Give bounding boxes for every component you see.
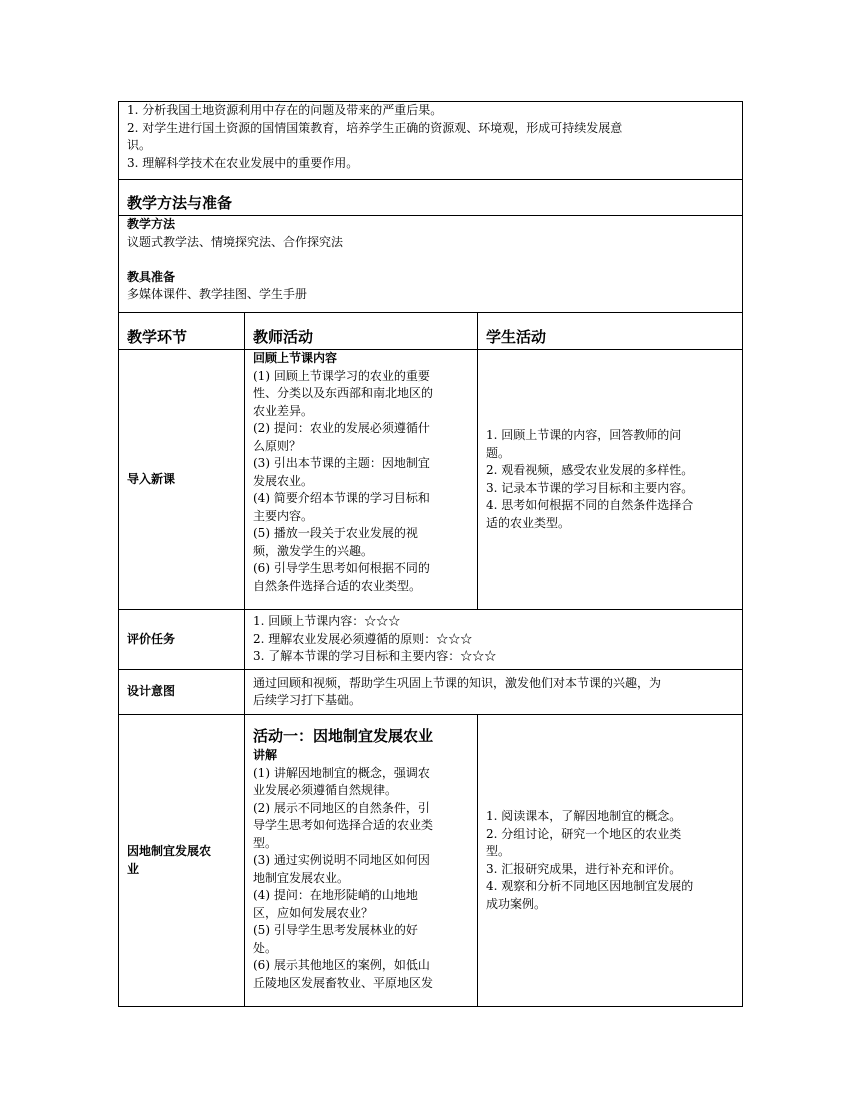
student-line: 1. 阅读课本，了解因地制宜的概念。	[486, 809, 682, 823]
teacher-line: 处。	[253, 940, 278, 955]
teacher-line: (1) 回顾上节课学习的农业的重要	[253, 368, 430, 383]
evaluation-line: 1. 回顾上节课内容：☆☆☆	[253, 614, 401, 629]
student-line: 成功案例。	[486, 896, 547, 911]
design-label: 设计意图	[119, 670, 245, 715]
student-line: 3. 记录本节课的学习目标和主要内容。	[486, 480, 694, 495]
teacher-line: 导学生思考如何选择合适的农业类	[253, 818, 434, 832]
teacher-line: 地制宜发展农业。	[253, 870, 350, 885]
teacher-line: 农业差异。	[253, 403, 314, 418]
objective-line: 2. 对学生进行国土资源的国情国策教育，培养学生正确的资源观、环境观，形成可持续发展意	[127, 120, 623, 135]
student-line: 适的农业类型。	[486, 515, 571, 530]
intro-stage: 导入新课	[119, 350, 245, 610]
student-line: 4. 观察和分析不同地区因地制宜发展的	[486, 879, 694, 893]
teacher-line: (5) 播放一段关于农业发展的视	[253, 526, 418, 540]
activity-student-cell	[478, 715, 743, 1007]
activity-row	[119, 715, 743, 1007]
design-line: 通过回顾和视频，帮助学生巩固上节课的知识，激发他们对本节课的兴趣，为	[253, 675, 662, 690]
methods-title-row	[119, 180, 743, 216]
student-line: 4. 思考如何根据不同的自然条件选择合	[486, 498, 694, 512]
activity-teacher-heading: 讲解	[253, 748, 278, 762]
objective-line: 3. 理解科学技术在农业发展中的重要作用。	[127, 155, 359, 170]
objectives-cell	[119, 102, 743, 180]
header-teacher: 教师活动	[245, 313, 478, 350]
design-line: 后续学习打下基础。	[253, 693, 362, 707]
teacher-line: 频，激发学生的兴趣。	[253, 543, 374, 558]
objective-line: 识。	[127, 138, 152, 152]
methods-row	[119, 216, 743, 313]
teacher-line: 业发展必须遵循自然规律。	[253, 783, 398, 797]
teacher-line: (6) 展示其他地区的案例，如低山	[253, 958, 430, 972]
evaluation-cell	[245, 610, 743, 670]
objective-line: 1. 分析我国土地资源利用中存在的问题及带来的严重后果。	[127, 103, 443, 117]
design-cell	[245, 670, 743, 715]
teacher-line: 丘陵地区发展畜牧业、平原地区发	[253, 975, 434, 990]
intro-teacher-cell	[245, 350, 478, 610]
activity-title: 活动一：因地制宜发展农业	[253, 727, 434, 745]
teacher-line: (6) 引导学生思考如何根据不同的	[253, 561, 430, 575]
teacher-line: 型。	[253, 835, 278, 850]
design-row	[119, 670, 743, 715]
evaluation-label: 评价任务	[119, 610, 245, 670]
student-line: 题。	[486, 445, 511, 460]
teacher-line: 发展农业。	[253, 473, 314, 488]
teacher-line: (5) 引导学生思考发展林业的好	[253, 923, 418, 937]
activity-stage-line: 业	[127, 861, 140, 876]
teacher-line: 自然条件选择合适的农业类型。	[253, 578, 422, 593]
objectives-row	[119, 102, 743, 180]
evaluation-row	[119, 610, 743, 670]
teacher-line: 性、分类以及东西部和南北地区的	[253, 386, 434, 400]
teacher-line: (3) 通过实例说明不同地区如何因	[253, 853, 430, 867]
evaluation-line: 2. 理解农业发展必须遵循的原则：☆☆☆	[253, 631, 473, 646]
student-line: 3. 汇报研究成果，进行补充和评价。	[486, 861, 682, 876]
activity-teacher-cell	[245, 715, 478, 1007]
teacher-line: (2) 提问：农业的发展必须遵循什	[253, 421, 430, 435]
student-line: 2. 分组讨论，研究一个地区的农业类	[486, 826, 682, 841]
tools-text: 多媒体课件、教学挂图、学生手册	[127, 287, 308, 301]
method-label: 教学方法	[127, 217, 176, 231]
student-line: 1. 回顾上节课的内容，回答教师的问	[486, 428, 682, 442]
teacher-line: 区，应如何发展农业？	[253, 905, 374, 920]
teacher-line: 么原则？	[253, 438, 302, 453]
teacher-line: (4) 简要介绍本节课的学习目标和	[253, 491, 430, 505]
evaluation-line: 3. 了解本节课的学习目标和主要内容：☆☆☆	[253, 649, 497, 664]
section-title: 教学方法与准备	[119, 180, 743, 216]
table-header-row	[119, 313, 743, 350]
student-line: 型。	[486, 844, 511, 858]
student-line: 2. 观看视频，感受农业发展的多样性。	[486, 463, 694, 477]
teacher-heading: 回顾上节课内容	[253, 351, 338, 365]
activity-stage-line: 因地制宜发展农	[127, 844, 212, 858]
lesson-plan-page	[118, 101, 742, 1007]
intro-student-cell	[478, 350, 743, 610]
teacher-line: 主要内容。	[253, 508, 314, 523]
intro-row	[119, 350, 743, 610]
header-student: 学生活动	[478, 313, 743, 350]
header-stage: 教学环节	[119, 313, 245, 350]
method-text: 议题式教学法、情境探究法、合作探究法	[127, 234, 344, 249]
tools-label: 教具准备	[127, 269, 176, 284]
activity-stage	[119, 715, 245, 1007]
lesson-plan-table	[118, 101, 743, 1007]
teacher-line: (2) 展示不同地区的自然条件，引	[253, 800, 430, 815]
teacher-line: (3) 引出本节课的主题：因地制宜	[253, 456, 430, 470]
spacer	[127, 251, 734, 269]
teacher-line: (1) 讲解因地制宜的概念，强调农	[253, 765, 430, 780]
methods-cell	[119, 216, 743, 313]
teacher-line: (4) 提问：在地形陡峭的山地地	[253, 888, 418, 902]
